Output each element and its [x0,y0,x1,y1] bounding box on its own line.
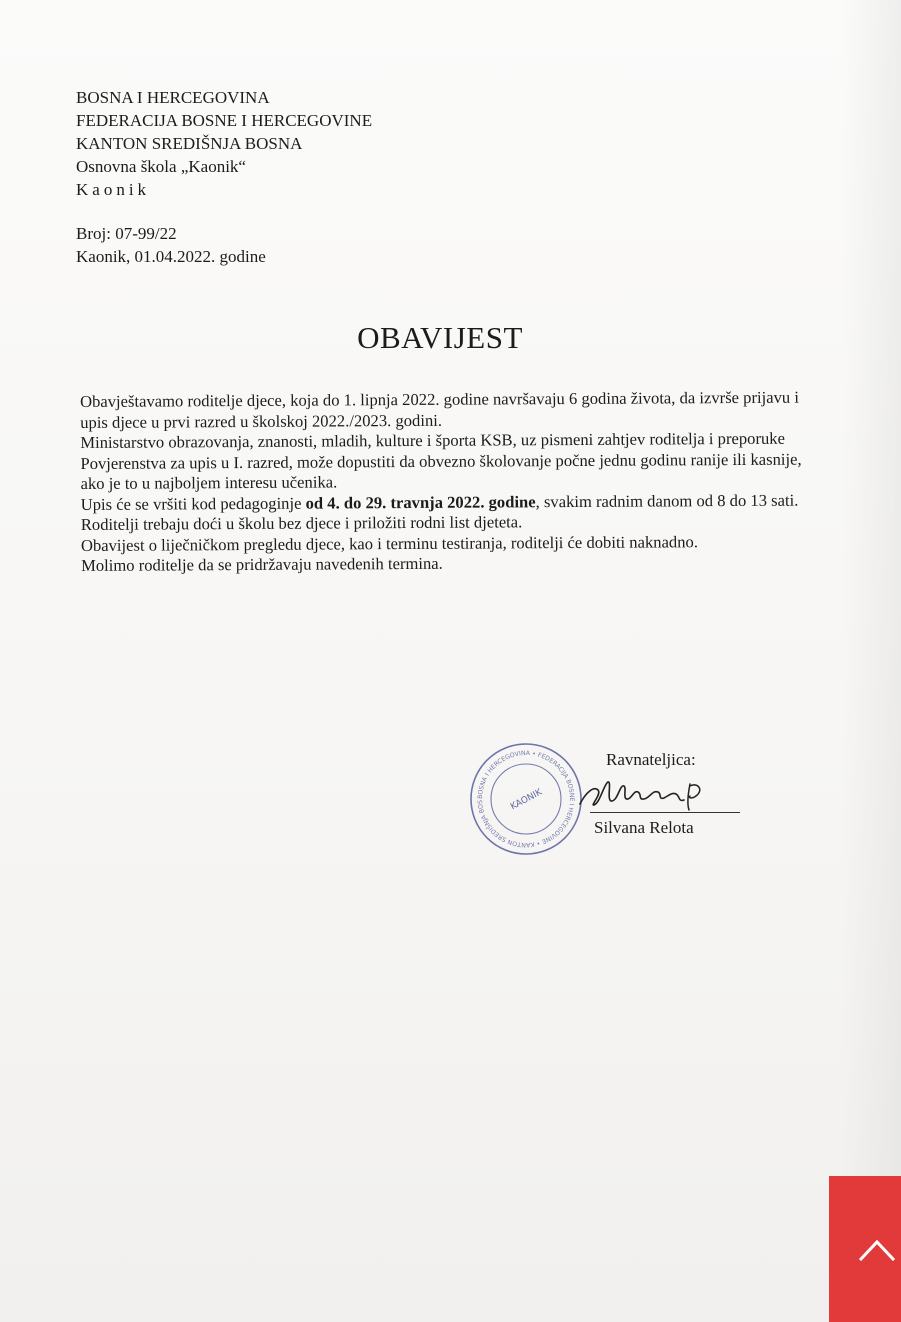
letterhead-town: Kaonik [76,180,151,199]
letterhead-federation: FEDERACIJA BOSNE I HERCEGOVINE [76,111,373,130]
page-edge-shadow [841,0,901,1322]
notice-body [80,388,811,577]
letterhead-country: BOSNA I HERCEGOVINA [76,88,270,107]
reference-number: Broj: 07-99/22 [76,224,177,243]
paragraph-closing: Molimo roditelje da se pridržavaju navedenih termina. [81,553,443,575]
stamp-center-text: KAONIK [509,787,544,813]
letterhead [76,86,372,201]
signatory-role: Ravnateljica: [606,750,696,769]
paragraph-ministry: Ministarstvo obrazovanja, znanosti, mladih, kulture i športa KSB, uz pismeni zahtjev roditelja i preporuke Povjerenstva za upis u I. razred, može dopustiti da obvezno školovanje počne jednu godinu ranije ili kasnije, ako je to u najboljem interesu učenika. [80,428,802,493]
paragraph-enrollment: Obavještavamo roditelje djece, koja do 1. lipnja 2022. godine navršavaju 6 godina života, da izvrše prijavu i upis djece u prvi razred u školskoj 2022./2023. godini. [80,387,799,432]
letterhead-canton: KANTON SREDIŠNJA BOSNA [76,134,303,153]
document-reference [76,222,266,268]
svg-text:BOSNA I HERCEGOVINA • FEDERACI [468,740,575,848]
signatory-name: Silvana Relota [594,818,694,837]
schedule-dates: od 4. do 29. travnja 2022. godine [305,491,536,513]
school-stamp [468,740,584,863]
letterhead-school: Osnovna škola „Kaonik“ [76,157,246,176]
paragraph-documents: Roditelji trebaju doći u školu bez djece i priložiti rodni list djeteta. [80,512,523,534]
handwritten-signature [572,772,722,821]
signature-line [590,812,740,813]
scroll-to-top-button[interactable] [829,1176,901,1322]
schedule-text-start: Upis će se vršiti kod pedagoginje [80,493,306,514]
chevron-up-icon [859,1239,895,1261]
reference-place-date: Kaonik, 01.04.2022. godine [76,247,266,266]
stamp-ring-text: BOSNA I HERCEGOVINA • FEDERACIJA BOSNE I HERCEGOVINE • KANTON SREDIŠNJA BOS [476,749,576,849]
document-title: OBAVIJEST [357,320,523,355]
schedule-text-end: , svakim radnim danom od 8 do 13 sati. [535,490,799,511]
paragraph-medical: Obavijest o liječničkom pregledu djece, kao i terminu testiranja, roditelji će dobiti naknadno. [80,531,698,555]
